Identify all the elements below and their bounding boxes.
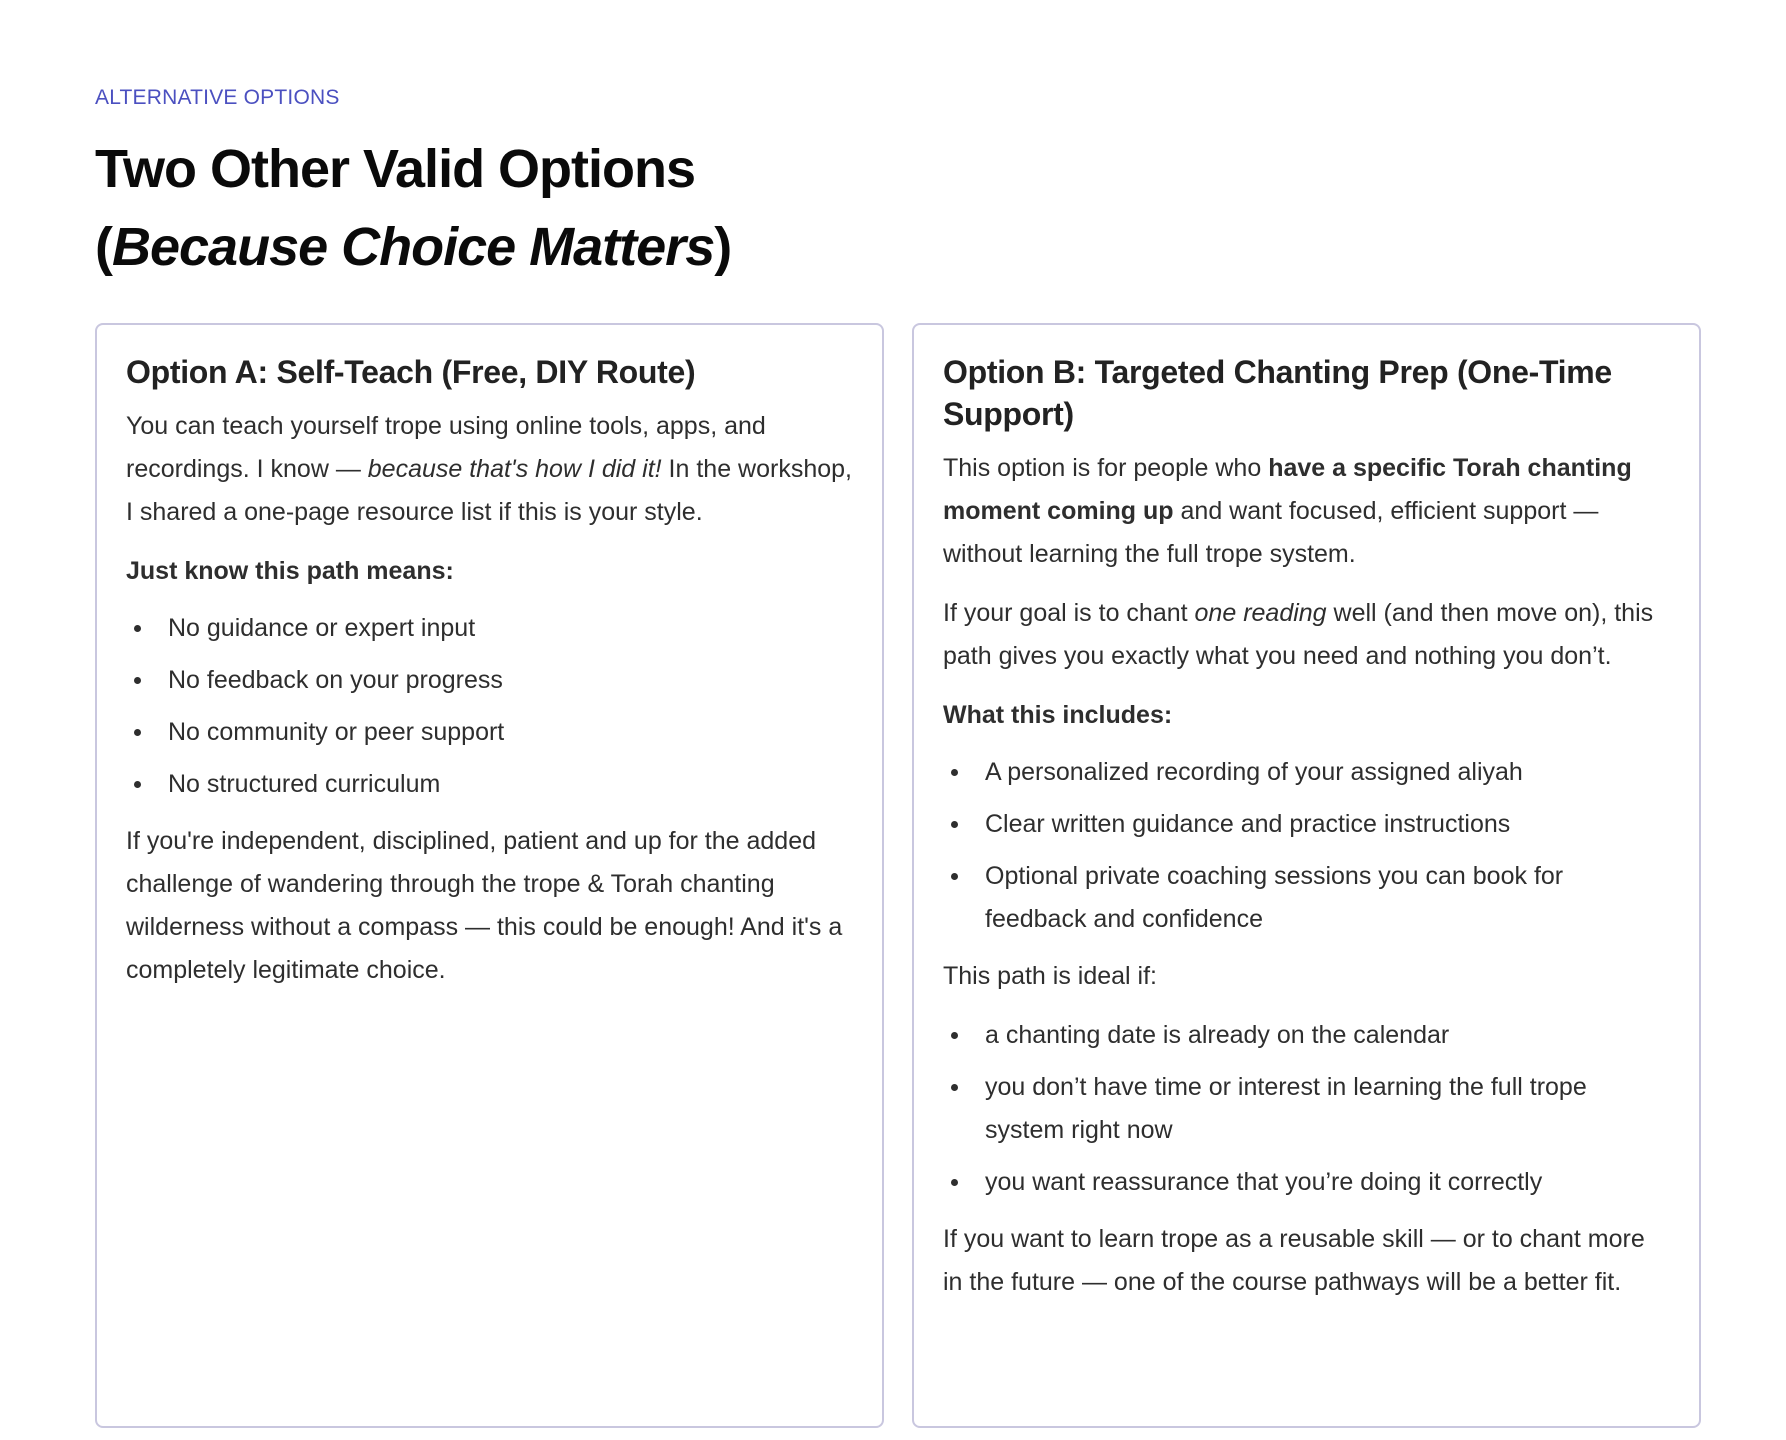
list-item: No community or peer support <box>168 711 853 754</box>
intro-text: You can teach yourself trope using online tools, apps, and recordings. I know — <box>126 412 766 483</box>
list-item: No guidance or expert input <box>168 607 853 650</box>
list-item: No structured curriculum <box>168 763 853 806</box>
list-item: A personalized recording of your assigned aliyah <box>985 751 1670 794</box>
option-b-includes-list <box>943 751 1670 941</box>
option-a-closing: If you're independent, disciplined, patient and up for the added challenge of wandering through the trope & Torah chanting wilderness without a compass — this could be enough! And it's a completely legitimate choice. <box>126 827 843 984</box>
option-a-means-label: Just know this path means: <box>126 557 454 585</box>
list-item: Clear written guidance and practice instructions <box>985 803 1670 846</box>
option-b-card <box>912 323 1701 1428</box>
goal-emphasis: one reading <box>1194 599 1327 627</box>
title-paren-close: ) <box>714 217 732 277</box>
option-b-heading: Option B: Targeted Chanting Prep (One-Time Support) <box>943 354 1612 432</box>
intro-emphasis: because that's how I did it! <box>367 455 662 483</box>
list-item: Optional private coaching sessions you can book for feedback and confidence <box>985 855 1670 941</box>
title-paren-open: ( <box>95 217 112 277</box>
list-item: No feedback on your progress <box>168 659 853 702</box>
title-italic: Because Choice Matters <box>111 217 715 277</box>
list-item: a chanting date is already on the calendar <box>985 1014 1670 1057</box>
option-b-ideal-list <box>943 1014 1670 1204</box>
option-a-card <box>95 323 884 1428</box>
intro-text: In the workshop, I shared a one-page resource list if this is your style. <box>126 455 852 526</box>
list-item: you don’t have time or interest in learning the full trope system right now <box>985 1066 1670 1152</box>
page-title <box>95 130 731 286</box>
option-a-heading: Option A: Self-Teach (Free, DIY Route) <box>126 354 696 390</box>
option-a-intro <box>126 405 853 534</box>
intro-text: and want focused, efficient support — without learning the full trope system. <box>943 497 1599 568</box>
list-item: you want reassurance that you’re doing it correctly <box>985 1161 1670 1204</box>
option-b-ideal-label: This path is ideal if: <box>943 962 1157 990</box>
intro-bold: have a specific Torah chanting moment coming up <box>943 454 1632 525</box>
option-b-intro <box>943 447 1670 576</box>
intro-text: This option is for people who <box>943 454 1269 482</box>
title-line1: Two Other Valid Options <box>95 139 696 199</box>
option-b-goal <box>943 592 1670 678</box>
section-eyebrow: ALTERNATIVE OPTIONS <box>95 86 340 109</box>
option-a-means-list <box>126 607 853 806</box>
option-b-closing: If you want to learn trope as a reusable skill — or to chant more in the future — one of the course pathways will be a better fit. <box>943 1225 1645 1296</box>
option-b-includes-label: What this includes: <box>943 701 1173 729</box>
goal-text: well (and then move on), this path gives you exactly what you need and nothing you don’t. <box>943 599 1654 670</box>
goal-text: If your goal is to chant <box>943 599 1195 627</box>
